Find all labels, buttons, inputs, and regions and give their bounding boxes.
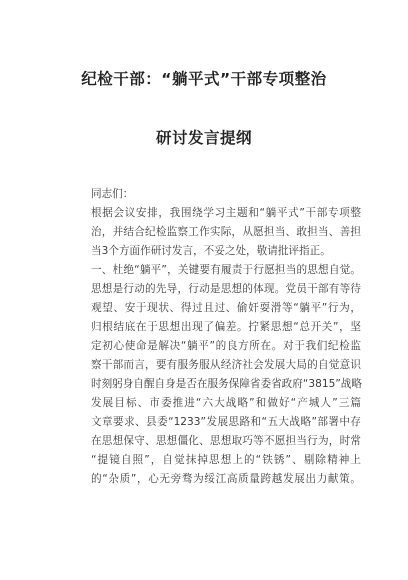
- body-line: 当3个方面作研讨发言，不妥之处，敬请批评指正。: [91, 245, 331, 257]
- body-line: 定初心使命是解决“躺平”的良方所在。对于我们纪检监: [91, 340, 361, 352]
- body-line: 归根结底在于思想出现了偏差。拧紧思想“总开关”，坚: [91, 321, 361, 333]
- body-line: 治，并结合纪检监察工作实际，从愿担当、敢担当、善担: [91, 226, 361, 238]
- greeting: 同志们：: [91, 188, 134, 200]
- document-subtitle: 研讨发言提纲: [155, 129, 252, 147]
- section-heading: 一、杜绝“躺平”，关键要有履责于行愿担当的思想自觉。: [91, 264, 361, 276]
- body-line: 发展目标、市委推进“六大战略”和做好“产城人”三篇: [91, 397, 361, 409]
- body-line: 在思想保守、思想僵化、思想取巧等不愿担当行为，时常: [91, 435, 361, 447]
- body-line: 时刻躬身自醒自身是否在服务保障省委省政府“3815”战略: [91, 378, 362, 390]
- body-line: 思想是行动的先导，行动是思想的体现。党员干部有等待: [91, 283, 361, 295]
- document-title: 纪检干部：“躺平式”干部专项整治: [81, 70, 327, 88]
- body-line: 根据会议安排，我围绕学习主题和“躺平式”干部专项整: [91, 207, 361, 219]
- body-line: 观望、安于现状、得过且过、偷奸耍滑等“躺平”行为，: [91, 302, 361, 314]
- body-line: 的“杂质”，心无旁骛为绥江高质量跨越发展出力献策。: [91, 473, 361, 485]
- body-line: 察干部而言，要有服务服从经济社会发展大局的自觉意识: [91, 359, 361, 371]
- body-line: 文章要求、县委“1233”发展思路和“五大战略”部署中存: [91, 416, 361, 428]
- body-line: “提镜自照”，自觉抹掉思想上的“铁锈”、剔除精神上: [91, 454, 361, 466]
